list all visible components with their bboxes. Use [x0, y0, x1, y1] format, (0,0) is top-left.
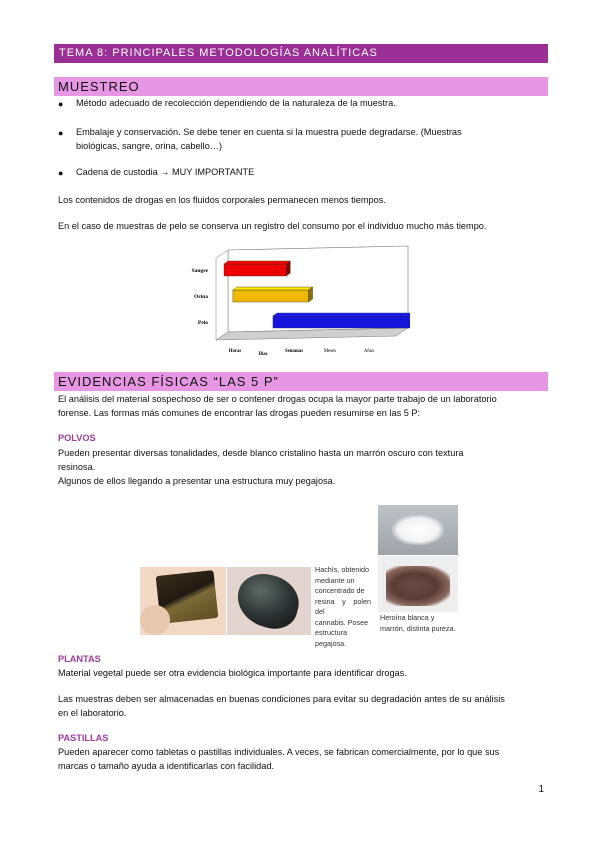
hashish-photo-2	[227, 567, 311, 635]
bullet-dot: ●	[58, 99, 64, 109]
chart-bar-orina	[233, 287, 313, 302]
white-heroin-photo	[378, 505, 458, 555]
paragraph: Pueden aparecer como tabletas o pastillas individuales. A veces, se fabrican comercialmente, por lo que sus	[58, 747, 500, 757]
bullet-text: Embalaje y conservación. Se debe tener en cuenta si la muestra puede degradarse. (Muestras	[76, 127, 462, 137]
hashish-photo-1	[140, 567, 226, 635]
paragraph: El análisis del material sospechoso de ser o contener drogas ocupa la mayor parte trabajo de un laboratorio	[58, 394, 497, 404]
caption-heroina: Heroína blanca y marrón, distinta pureza.	[380, 613, 456, 633]
bullet-dot: ●	[58, 168, 64, 178]
subheading-plantas: PLANTAS	[58, 654, 101, 664]
chart-tick-label: Días	[258, 352, 268, 357]
chart-tick-label: Horas	[228, 349, 242, 354]
chart-category-label: Pelo	[197, 320, 208, 326]
section-heading-muestreo: MUESTREO	[54, 77, 548, 96]
bullet-dot: ●	[58, 128, 64, 138]
paragraph: Material vegetal puede ser otra evidencia biológica importante para identificar drogas.	[58, 668, 407, 678]
paragraph: Pueden presentar diversas tonalidades, desde blanco cristalino hasta un marrón oscuro con textura	[58, 448, 464, 458]
bullet-text: biológicas, sangre, orina, cabello…)	[76, 141, 223, 151]
subheading-pastillas: PASTILLAS	[58, 733, 109, 743]
brown-heroin-photo	[378, 556, 458, 612]
chart-tick-label: Meses	[323, 349, 337, 354]
paragraph: Las muestras deben ser almacenadas en buenas condiciones para evitar su degradación antes de su análisis	[58, 694, 505, 704]
bullet-text: Cadena de custodia → MUY IMPORTANTE	[76, 167, 255, 177]
chart-bar-pelo	[273, 313, 410, 328]
document-title: TEMA 8: PRINCIPALES METODOLOGÍAS ANALÍTICAS	[54, 44, 548, 63]
paragraph: Los contenidos de drogas en los fluidos corporales permanecen menos tiempos.	[58, 195, 386, 205]
paragraph: en el laboratorio.	[58, 708, 127, 718]
paragraph: En el caso de muestras de pelo se conserva un registro del consumo por el individuo mucho más tiempo.	[58, 221, 487, 231]
chart-category-label: Orina	[193, 294, 208, 300]
paragraph: marcas o tamaño ayuda a identificarlas con facilidad.	[58, 761, 275, 771]
section-heading-evidencias: EVIDENCIAS FÍSICAS “LAS 5 P”	[54, 372, 548, 391]
chart-tick-label: Semanas	[284, 349, 304, 354]
detection-time-chart	[188, 240, 410, 362]
paragraph: resinosa.	[58, 462, 96, 472]
caption-hachis: Hachís, obtenido mediante un concentrado de resina y polen del cannabis. Posee estructura pegajosa.	[315, 565, 371, 648]
chart-tick-label: Años	[363, 349, 375, 354]
bullet-text: Método adecuado de recolección dependiendo de la naturaleza de la muestra.	[76, 98, 396, 108]
subheading-polvos: POLVOS	[58, 433, 96, 443]
paragraph: Algunos de ellos llegando a presentar una estructura muy pegajosa.	[58, 476, 336, 486]
page-number: 1	[538, 784, 544, 795]
chart-bar-sangre	[224, 261, 290, 276]
paragraph: forense. Las formas más comunes de encontrar las drogas pueden resumirse en las 5 P:	[58, 408, 421, 418]
chart-category-label: Sangre	[191, 268, 208, 274]
